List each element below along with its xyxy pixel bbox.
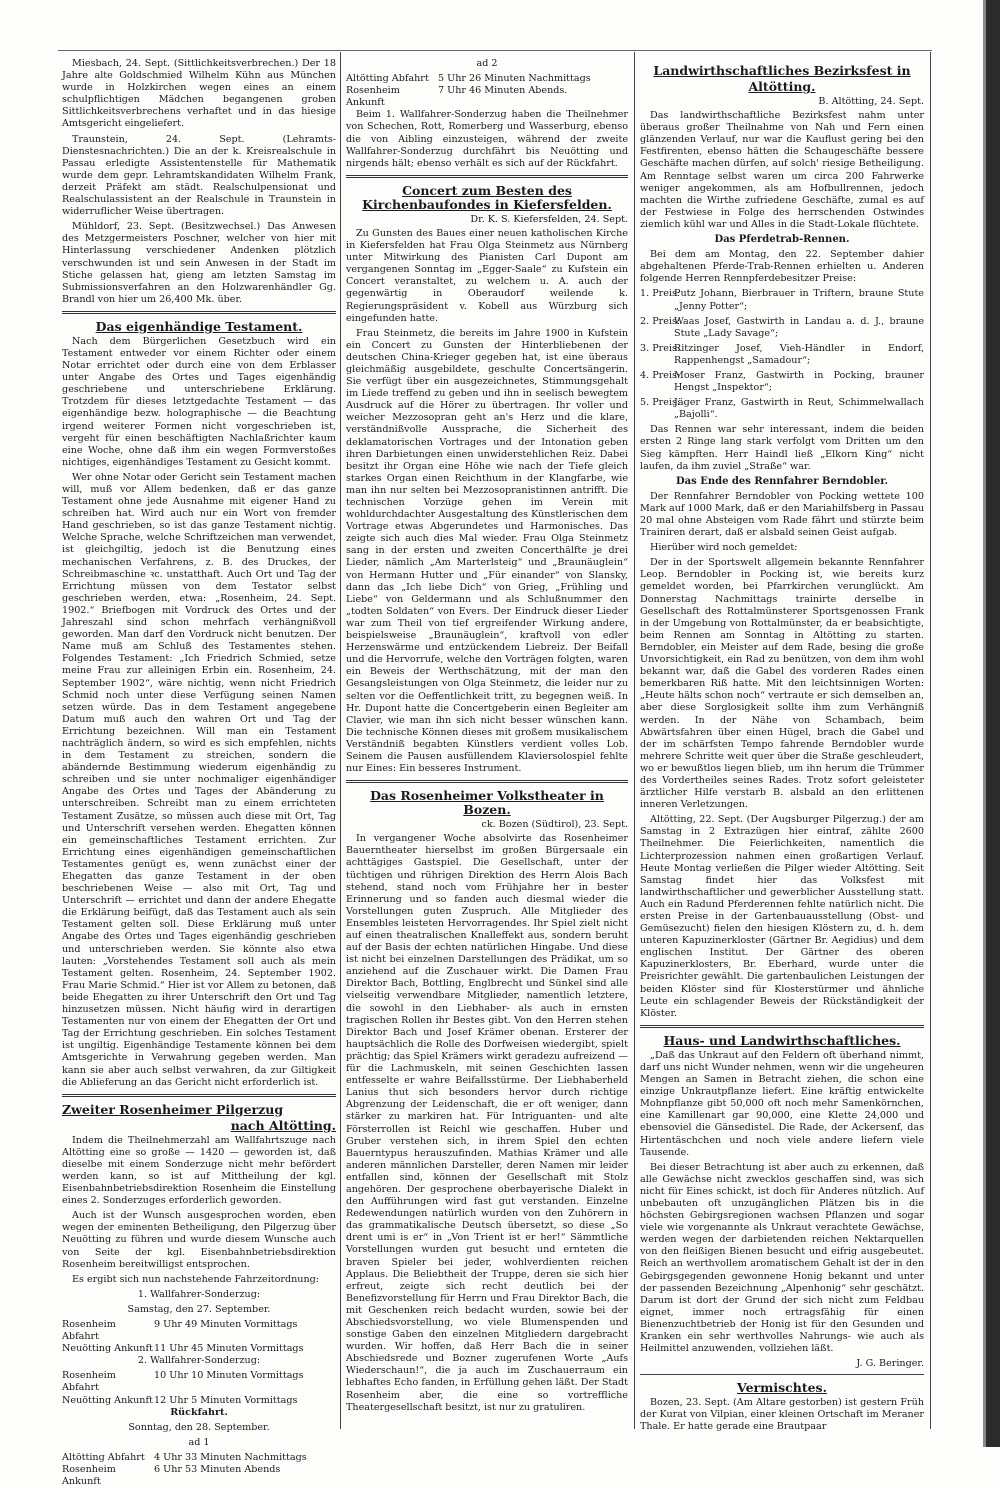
bezirksfest-para-3: Das Rennen war sehr interessant, indem die beiden ersten 2 Ringe lang stark verfolgt vom Dritten um den Sieg kämpften. Herr Haindl ließ „Elkorn King“ nicht laufen, da ihm zuviel „Straße“ war. — [640, 424, 924, 472]
prize-winner: Jäger Franz, Gastwirth in Reut, Schimmelwallach „Bajolli“. — [674, 397, 924, 421]
prize-3 — [640, 343, 924, 367]
station: Rosenheim Abfahrt — [62, 1319, 116, 1343]
column-rule-middle — [634, 52, 635, 1429]
concert-para-1: Zu Gunsten des Baues einer neuen katholischen Kirche in Kiefersfelden hat Frau Olga Steinmetz aus Nürnberg unter Mitwirkung des Pianisten Carl Dupont am vergangenen Sonntag im „Egger-Saale“ zu Kufstein ein Concert veranstaltet, zu welchem u. A. auch der gegenwärtig in Oberaudorf weilende k. Regierungspräsident v. Kobell aus Würzburg sich eingefunden hatte. — [346, 227, 628, 324]
section-divider — [346, 780, 628, 783]
headline-concert: Concert zum Besten des Kirchenbaufondes in Kiefersfelden. — [362, 182, 612, 212]
prize-4 — [640, 370, 924, 394]
prize-winner: Moser Franz, Gastwirth in Pocking, brauner Hengst „Inspektor“; — [674, 369, 924, 394]
station: Rosenheim Abfahrt — [62, 1370, 116, 1394]
news-muehldorf: Mühldorf, 23. Sept. (Besitzwechsel.) Das Anwesen des Metzgermeisters Poschner, welcher von hier mit Hinterlassung verschiedener Andenken plötzlich verschwunden ist und sein Anwesen in der Stadt im Stiche gelassen hat, gieng am letzten Samstag im Submissionsverfahren an den Holzwarenhändler Gg. Brandl von hier um 26,400 Mk. über. — [62, 221, 336, 305]
station: Altötting Abfahrt — [62, 1451, 145, 1463]
train-1-title: 1. Wallfahrer-Sonderzug: — [137, 1288, 261, 1300]
time: 10 Uhr 10 Minuten Vormittags — [154, 1370, 304, 1382]
berndobler-para-1: Der Rennfahrer Berndobler von Pocking wettete 100 Mark auf 1000 Mark, daß er den Mariahilfsberg in Passau 20 mal ohne Absteigen vom Rade fährt und stürzte beim Trainiren derart, daß er alsbald seinen Geist aufgab. — [640, 490, 924, 539]
time: 12 Uhr 5 Minuten Vormittags — [154, 1394, 298, 1406]
station: Neuötting Ankunft — [62, 1343, 153, 1355]
berndobler-para-3: Der in der Sportswelt allgemein bekannte Rennfahrer Leop. Berndobler in Pocking ist, wie bereits kurz gemeldet worden, bei Pfarrkirchen verunglückt. Am Donnerstag Nachmittags trainirte derselbe in Gesellschaft des Rottalmünsterer Sportsgenossen Frank in der Umgebung von Rottalmünster, da er beabsichtigte, beim Rennen am Sonntag in Altötting zu starten. Berndobler, ein Meister auf dem Rade, besing die große Unvorsichtigkeit, ein Rad zu benützen, von dem ihm wohl bekannt war, daß die Gabel des vorderen Rades einen bemerkbaren Riß hatte. Mit den leichtsinnigen Worten: „Heute hälts schon noch“ vertraute er sich demselben an, aber diese Sorglosigkeit sollte ihm zum Verhängniß werden. In der Nähe von Schambach, beim Abwärtsfahren über einen Hügel, brach die Gabel und der im schärfsten Tempo fahrende Berndobler wurde mehrere Schritte weit quer über die Straße geschleudert, wo er bewußtlos liegen blieb, um ihn herum die Trümmer des Vordertheiles seines Rades. Trotz sofort geleisteter ärztlicher Hilfe verstarb B. alsbald an den erlittenen inneren Verletzungen. — [640, 557, 924, 811]
station: Neuötting Ankunft — [62, 1394, 153, 1406]
timetable-row — [346, 85, 628, 109]
subhead-berndobler: Das Ende des Rennfahrer Berndobler. — [675, 475, 889, 487]
timetable-row — [62, 1395, 336, 1407]
section-divider — [640, 1374, 924, 1375]
pilgerzug-note: Beim 1. Wallfahrer-Sonderzug haben die Theilnehmer von Schechen, Rott, Romerberg und Wasserburg, ebenso die von Aibling einzusteigen, während der zweite Wallfahrer-Sonderzug durchfährt bis Neuötting und nirgends hält; ebenso verhält es sich auf der Rückfahrt. — [346, 109, 628, 169]
news-traunstein: Traunstein, 24. Sept. (Lehramts-Dienstesnachrichten.) Die an der k. Kreisrealschule in Passau erledigte Assistentenstelle für Mathematik wurde dem gepr. Lehramtskandidaten Wilhelm Frank, derzeit Präfekt am städt. Realschulpensionat und Realschulassistent an der Realschule in Traunstein in widerruflicher Weise übertragen. — [62, 133, 336, 218]
dateline-kiefersfelden: Dr. K. S. Kiefersfelden, 24. Sept. — [470, 213, 628, 225]
concert-para-2: Frau Steinmetz, die bereits im Jahre 1900 in Kufstein ein Concert zu Gunsten der Hinterbliebenen der deutschen China-Krieger gegeben hat, ist eine überaus gleichmäßig ausgebildete, geschulte Concertsängerin. Sie verfügt über ein ausgezeichnetes, Stimmungsgehalt im Liede treffend zu geben und ihn in seelisch bewegtem Ausdruck auf die Hörer zu übertragen. Ihr voller und weicher Mezzosopran geht an's Herz und die klare, verständnißvolle Aussprache, die Sicherheit des deklamatorischen Vortrages und der Intonation geben ihren Darbietungen einen unwiderstehlichen Reiz. Dabei besitzt ihr Organ eine Höhe wie nach der Tiefe gleich starkes Organ einen Reichthum in der Klangfarbe, wie man ihn nur selten bei Mezzosopranistinnen antrifft. Die technischen Vorzüge gehen im Verein mit wohldurchdachter Ausgestaltung des Künstlerischen dem Vortrage etwas Abgerundetes und Harmonisches. Das zeigte sich auch dies Mal wieder. Frau Olga Steinmetz sang in der ersten und zweiten Concerthälfte je drei Lieder, nämlich „Am Marterlsteig“ und „Braunäuglein“ von Hermann Hutter und „Für einander“ von Slansky, dann das „Ich liebe Dich“ von Grieg, „Frühling und Liebe“ von Geldermann und als Schlußnummer den „todten Soldaten“ von Evers. Der Eindruck dieser Lieder war zum Theil von tief ergreifender Wirkung andere, beispielsweise „Braunäuglein“, kraftvoll von edler Herzenswärme und entzückendem Liebreiz. Der Beifall und die Hervorrufe, welche den Vorträgen folgten, waren ein Beweis der Werthschätzung, mit der man den Gesangsleistungen von Olga Steinmetz, die leider nur zu selten vor die Oeffentlichkeit tritt, zu begegnen weiß. In Hr. Dupont hatte die Concertgeberin einen Begleiter am Clavier, wie man ihn sich nicht besser wünschen kann. Die technische Können dieses mit großem musikalischem Verständniß begabten Künstlers verdient volles Lob. Seinem die Pausen ausfüllendem Klaviersolospiel fehlte nur Eines: Ein besseres Instrument. — [346, 327, 628, 775]
time: 7 Uhr 46 Minuten Abends. — [438, 85, 568, 97]
time: 6 Uhr 53 Minuten Abends — [154, 1464, 281, 1476]
headline-bezirksfest-sub: Altötting. — [748, 79, 816, 94]
time: 11 Uhr 45 Minuten Vormittags — [154, 1343, 304, 1355]
column-rule-right — [930, 52, 931, 1429]
headline-testament: Das eigenhändige Testament. — [95, 318, 303, 334]
timetable-row — [62, 1370, 336, 1394]
headline-bezirksfest: Landwirthschaftliches Bezirksfest in — [653, 63, 911, 78]
prize-1 — [640, 288, 924, 312]
timetable-row — [62, 1319, 336, 1343]
column-1 — [62, 58, 336, 1488]
unkraut-para-2: Bei dieser Betrachtung ist aber auch zu erkennen, daß alle Gewächse nicht zwecklos geschaffen sind, was sich nicht für Eines schickt, ist doch für Anderes nützlich. Auf unbebauten oft unzugänglichen Plätzen bis in die höchsten Gebirgsregionen wachsen Pflanzen und sogar viele wie vorgenannte als Unkraut verachtete Gewächse, werden wegen der darbietenden reichen Nektarquellen von den fleißigen Bienen besucht und eifrig ausgebeutet. Reich an werthvollem aromatischem Gehalt ist der in den Gebirgsgegenden gewonnene Honig bekannt und unter der passenden Bezeichnung „Alpenhonig“ sehr geschätzt. Darum ist dort der Grund der sich nicht zum Feldbau eignet, immer noch ertragsfähig für einen Bienenzuchtbetrieb der Honig ist für den Gesunden und Kranken ein sehr werthvolles Nahrungs- wie auch als Heilmittel anzuwenden, vollziehen läßt. — [640, 1161, 924, 1355]
headline-volkstheater: Das Rosenheimer Volkstheater in Bozen. — [370, 788, 604, 818]
time: 4 Uhr 33 Minuten Nachmittags — [154, 1451, 307, 1463]
return-title: Rückfahrt. — [170, 1406, 228, 1418]
berndobler-para-2: Hierüber wird noch gemeldet: — [650, 542, 798, 554]
timetable-row — [62, 1464, 336, 1488]
volkstheater-para: In vergangener Woche absolvirte das Rosenheimer Bauerntheater hierselbst im großen Bürgersaale ein achttägiges Gastspiel. Die Gesellschaft, unter der tüchtigen und rührigen Direktion des Herrn Alois Bach stehend, stand noch vom Frühjahre her in bester Erinnerung und so fanden auch diesmal wieder die Vorstellungen guten Zuspruch. Alle Mitglieder des Ensembles leisteten Hervorragendes. Ihr Spiel zielt nicht auf einen theatralischen Knalleffekt aus, sondern beruht auf der Basis der echten natürlichen Hingabe. Und diese ist nicht bei einzelnen Darstellungen des Prädikat, um so anziehend auf die Zuschauer wirkt. Die Damen Frau Direktor Bach, Bottling, Englbrecht und Sünkel sind alle vielseitig verwendbare Mitglieder, namentlich letztere, die sowohl in den Liebhaber- als auch in ernsten tragischen Rollen ihr Bestes gibt. Von den Herren stehen Direktor Bach und Josef Krämer obenan. Ersterer der hauptsächlich die Rolle des Dorfweisen wiedergibt, spielt prächtig; das Spiel Krämers wirkt geradezu aufreizend — für die Lachmuskeln, mit seinen Geschichten lassen entfesselte er wahre Beifallsstürme. Der Liebhaberheld Lanius thut sich besonders hervor durch richtige Abgrenzung der Leidenschaft, die er oft weniger, dann stärker zu markiren hat. Für Intriguanten- und alte Försterrollen ist Reichl wie geschaffen. Huber und Gruber verstehen sich, in ihrem Spiel den echten Bauerntypus herauszufinden. Mathias Krämer und alle anderen männlichen Darsteller, deren Namen mir leider entfallen sind, können der Gesellschaft mit Stolz angehören. Der gesprochene oberbayerische Dialekt in den Aufführungen wird fast gut verstanden. Einzelne Redewendungen natürlich wurden von den Zuhörern in das grammatikalische Deutsch übersetzt, so diese „So drent umi is er“ in „Von Trient ist er her!“ Sämmtliche Vorstellungen wurden gut besucht und ernteten die braven Spieler bei jeder, wohlverdienten reichen Applaus. Die Beliebtheit der Truppe, deren sie sich hier erfreut, zeigte sich recht deutlich bei der Benefizvorstellung für Herrn und Frau Direktor Bach, die mit Geschenken reich bedacht wurden, sowie bei der Abschiedsvorstellung, wo viele Blumenspenden und sonstige Gaben den einzelnen Mitgliedern dargebracht wurden. Wir hoffen, daß Herr Bach die in seiner Abschiedsrede und Bozner zugerufenen Worte „Aufs Wiederschaun!“, die ja auch im Zuschauerraum ein lebhaftes Echo fanden, in Erfüllung gehen läßt. Der Stadt Rosenheim aber, die eine so vortreffliche Theatergesellschaft besitzt, ist nur zu gratuliren. — [346, 833, 628, 1413]
dateline-bozen: ck. Bozen (Südtirol), 23. Sept. — [481, 819, 628, 831]
augsburger-pilgerzug: Altötting, 22. Sept. (Der Augsburger Pilgerzug.) der am Samstag in 2 Extrazügen hier eintraf, zählte 2600 Theilnehmer. Die Feierlichkeiten, namentlich die Lichterprozession nahmen einen großartigen Verlauf. Heute Montag verließen die Pilger wieder Altötting. Seit Samstag findet hier das Volksfest mit landwirthschaftlicher und gewerblicher Ausstellung statt. Auch ein Radund Pferderennen fehlte natürlich nicht. Die ersten Preise in der Gartenbauausstellung (Obst- und Gemüsezucht) fielen den hiesigen Klöstern zu, d. h. dem unteren Kapuzinerkloster (Gärtner Br. Aegidius) und dem englischen Institut. Der Gärtner des oberen Kapuzinerklosters, Br. Eberhard, wurde unter die Preisrichter gewählt. Die gartenbaulichen Leistungen der beiden Klöster sind für Klosterstürmer und ähnliche Leute ein schlagender Beweis der Rückständigkeit der Klöster. — [640, 814, 924, 1019]
pilgerzug-para-3: Es ergibt sich nun nachstehende Fahrzeitordnung: — [72, 1273, 320, 1285]
page-edge — [986, 0, 1000, 1447]
return-date: Sonntag, den 28. September. — [128, 1421, 270, 1433]
unkraut-para-1: „Daß das Unkraut auf den Feldern oft überhand nimmt, darf uns nicht Wunder nehmen, wenn wir die ungeheuren Mengen an Samen in Betracht ziehen, die schon eine einzige Unkrautpflanze liefert. Eine kräftig entwickelte Mohnpflanze gibt 50,000 oft noch mehr Samenkörnchen, eine Kamillenart gar 90,000, eine Klette 24,000 und ebensoviel die Gänsedistel. Die Rade, der Ackersenf, das Hirtentäschchen und noch viele andere liefern viele Tausende. — [640, 1049, 924, 1158]
section-divider — [62, 311, 336, 314]
prize-winner: Putz Johann, Bierbrauer in Triftern, braune Stute „Jenny Potter“; — [674, 288, 924, 312]
return-ad1: ad 1 — [188, 1436, 210, 1448]
prize-5 — [640, 397, 924, 421]
bezirksfest-para-2: Bei dem am Montag, den 22. September dahier abgehaltenen Pferde-Trab-Rennen erhielten u. Anderen folgende Herren Rennpferdebesitzer Preise: — [640, 249, 924, 285]
return-ad2: ad 2 — [476, 58, 498, 69]
dateline-altoetting: B. Altötting, 24. Sept. — [818, 96, 924, 107]
column-2 — [346, 58, 628, 1427]
headline-landwirthschaftliches: Haus- und Landwirthschaftliches. — [663, 1032, 901, 1048]
testament-para-1: Nach dem Bürgerlichen Gesetzbuch wird ein Testament entweder vor einem Richter oder einem Notar errichtet oder durch eine von dem Erblasser unter Angabe des Ortes und Tages eigenhändig geschriebene und unterschriebene Erklärung. Trotzdem für dieses letztgedachte Testament — das eigenhändige bezw. holographische — die Beachtung irgend weiterer Formen nicht vorgeschrieben ist, vergeht für einen beschäftigten Nachlaßrichter kaum eine Woche, ohne daß ihm ein wegen Formverstoßes nichtiges, eigenhändiges Testament zu Gesicht kommt. — [62, 335, 336, 468]
section-divider — [62, 1094, 336, 1097]
vermischtes-para: Bozen, 23. Sept. (Am Altare gestorben) ist gestern Früh der Kurat von Vilpian, einer kleinen Ortschaft im Meraner Thale. Er hatte gerade eine Brautpaar — [640, 1397, 924, 1433]
top-rule — [58, 50, 932, 51]
headline-pilgerzug-sub: nach Altötting. — [230, 1117, 336, 1133]
pilgerzug-para-2: Auch ist der Wunsch ausgesprochen worden, eben wegen der eminenten Betheiligung, den Pilgerzug über Neuötting zu führen und wurde diesem Wunsche auch von Seite der kgl. Eisenbahnbetriebsdirektion Rosenheim bereitwilligst entsprochen. — [62, 1210, 336, 1270]
prize-rank: 3. Preis: — [640, 342, 681, 354]
time: 9 Uhr 49 Minuten Vormittags — [154, 1319, 298, 1330]
column-rule-left — [340, 52, 341, 1429]
timetable-row — [62, 1343, 336, 1355]
time: 5 Uhr 26 Minuten Nachmittags — [438, 73, 591, 85]
prize-rank: 2. Preis: — [640, 315, 681, 327]
column-3 — [640, 58, 924, 1433]
headline-vermischtes: Vermischtes. — [737, 1380, 827, 1396]
prize-2 — [640, 316, 924, 340]
timetable-row — [346, 73, 628, 85]
station: Rosenheim Ankunft — [62, 1464, 116, 1488]
pilgerzug-para-1: Indem die Theilnehmerzahl am Wallfahrtszuge nach Altötting eine so große — 1420 — geworden ist, daß dieselbe mit einem Sonderzuge nicht mehr befördert werden kann, so ist auf Mittheilung der kgl. Eisenbahnbetriebsdirektion Rosenheim die Einstellung eines 2. Sonderzuges erforderlich geworden. — [62, 1134, 336, 1207]
train-1-date: Samstag, den 27. September. — [127, 1303, 271, 1315]
testament-para-2: Wer ohne Notar oder Gericht sein Testament machen will, muß vor Allem bedenken, daß er das ganze Testament ohne jede Ausnahme mit eigener Hand zu schreiben hat. Wird auch nur ein Wort von fremder Hand geschrieben, so ist das ganze Testament nichtig. Welche Sprache, welche Schriftzeichen man verwendet, ist gleichgiltig, jedoch ist die Benutzung eines mechanischen Verfahrens, z. B. des Druckes, der Schreibmaschine ꝛc. unstatthaft. Auch Ort und Tag der Errichtung müssen von dem Testator selbst geschrieben werden, etwa: „Rosenheim, 24. Sept. 1902.“ Briefbogen mit Vordruck des Ortes und der Jahreszahl sind schon mehrfach verhängnißvoll geworden. Man darf den Vordruck nicht benutzen. Der Name muß am Schluß des Testamentes stehen. Folgendes Testament: „Ich Friedrich Schmied, setze meine Frau zur alleinigen Erbin ein. Rosenheim, 24. September 1902“, wäre nichtig, wenn nicht Friedrich Schmid noch unter diese Verfügung seinen Namen setzen würde. Das in dem Testament angegebene Datum muß auch den wahren Ort und Tag der Errichtung bezeichnen. Will man ein Testament nachträglich ändern, so wird es sich empfehlen, nichts in dem Testament zu streichen, sondern die abändernde Bestimmung wiederum eigenhändig zu schreiben und sie unter nochmaliger eigenhändiger Angabe des Ortes und Tages der Abänderung zu unterschreiben. Schreibt man zu einem errichteten Testament Zusätze, so müssen auch diese mit Ort, Tag und Unterschrift versehen werden. Ehegatten können ein gemeinschaftliches Testament errichten. Zur Errichtung eines eigenhändigen gemeinschaftlichen Testamentes genügt es, wenn zunächst einer der Ehegatten das ganze Testament in der oben beschriebenen Weise — also mit Ort, Tag und Unterschrift — errichtet und dann der andere Ehegatte die Erklärung beifügt, daß das Testament auch als sein Testament gelten soll. Diese Erklärung muß unter Angabe des Ortes und Tages eigenhändig geschrieben und unterschrieben werden. Sie könnte also etwa lauten: „Vorstehendes Testament soll auch als mein Testament gelten. Rosenheim, 24. September 1902. Frau Marie Schmid.“ Hier ist vor Allem zu betonen, daß beide Ehegatten zu ihrer Unterschrift den Ort und Tag hinzusetzen müssen. Nicht häufig wird in derartigen Testamenten nur von einem der Ehegatten der Ort und Tag der Errichtung geschrieben. Ein solches Testament ist ungiltig. Eigenhändige Testamente können bei dem Amtsgerichte in Verwahrung gegeben werden. Man kann sie aber auch selbst verwahren, da zur Giltigkeit die Ablieferung an das Gericht nicht erforderlich ist. — [62, 471, 336, 1088]
author-signature: J. G. Beringer. — [856, 1358, 924, 1370]
prize-rank: 5. Preis: — [640, 397, 681, 409]
prize-winner: Waas Josef, Gastwirth in Landau a. d. J., braune Stute „Lady Savage“; — [674, 315, 924, 339]
subhead-trabrennen: Das Pferdetrab-Rennen. — [714, 234, 850, 246]
timetable-row — [62, 1452, 336, 1464]
station: Altötting Abfahrt — [346, 73, 429, 85]
section-divider — [346, 175, 628, 178]
prize-rank: 4. Preis: — [640, 369, 681, 381]
section-divider — [640, 1025, 924, 1028]
prize-winner: Ritzinger Josef, Vieh-Händler in Endorf, Rappenhengst „Samadour“; — [674, 342, 924, 366]
prize-rank: 1. Preis: — [640, 288, 681, 300]
bezirksfest-para-1: Das landwirthschaftliche Bezirksfest nahm unter überaus großer Theilnahme von Nah und Fern einen glänzenden Verlauf, nur war die Kauflust gering bei den Festfirenten, ebenso hätten die Schaugeschäfte bessere Geschäfte machen dürfen, auf solch' riesige Betheiligung. Am Renntage selbst waren um circa 200 Fahrwerke weniger angekommen, als am Hofbullrennen, jedoch machten die Wirthe zufriedene Geschäfte, zumal es auf der Festwiese in Folge des herrschenden Ostwindes ziemlich kühl war und Alles in die Stadt-Lokale flüchtete. — [640, 110, 924, 230]
train-2-title: 2. Wallfahrer-Sonderzug: — [137, 1355, 261, 1367]
news-miesbach: Miesbach, 24. Sept. (Sittlichkeitsverbrechen.) Der 18 Jahre alte Goldschmied Wilhelm Kühn aus München wurde in Holzkirchen wegen eines an einem schulpflichtigen Mädchen begangenen groben Sittlichkeitsverbrechens verhaftet und in das hiesige Amtsgericht eingeliefert. — [62, 58, 336, 130]
station: Rosenheim Ankunft — [346, 85, 400, 109]
headline-pilgerzug: Zweiter Rosenheimer Pilgerzug — [62, 1101, 284, 1117]
